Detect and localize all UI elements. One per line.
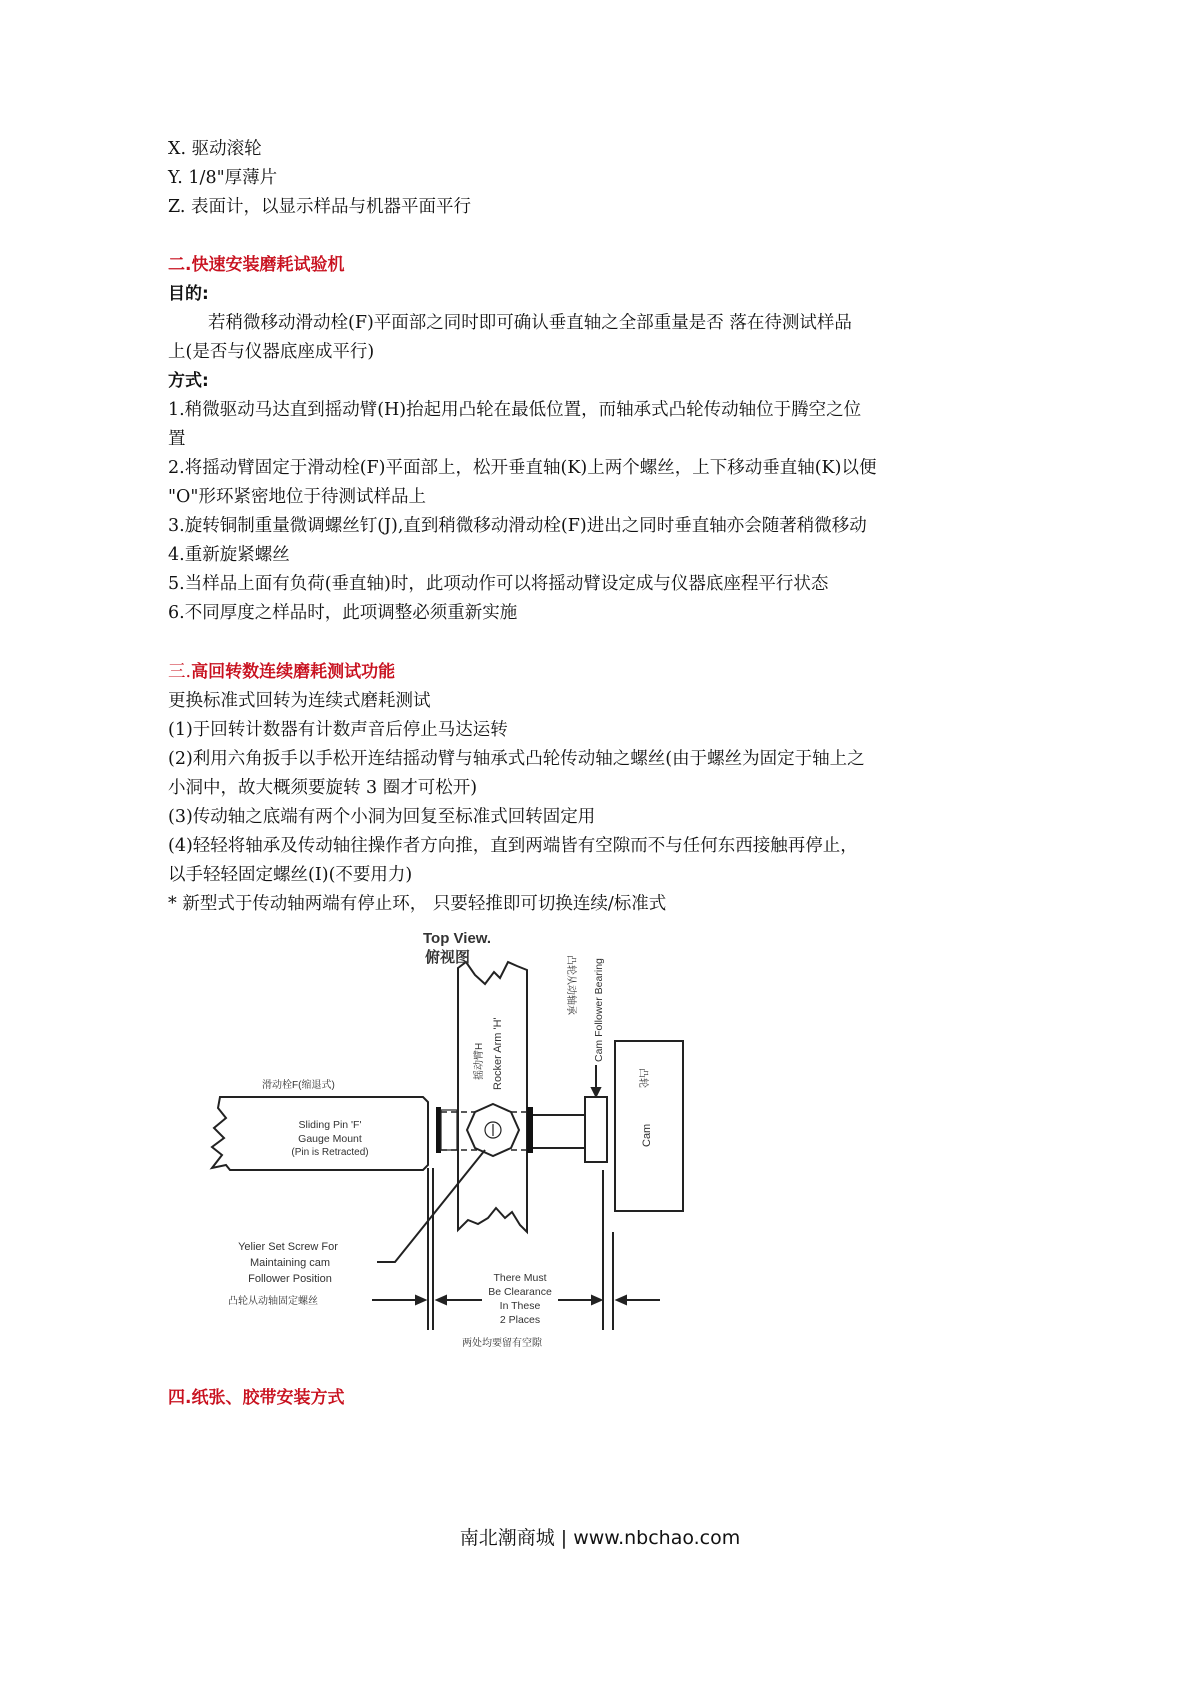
list-y: Y. 1/8"厚薄片	[168, 168, 278, 188]
section3-line: (1)于回转计数器有计数声音后停止马达运转	[168, 720, 508, 740]
sliding-pin-label: Gauge Mount	[298, 1133, 362, 1145]
step-line: 6.不同厚度之样品时，此项调整必须重新实施	[168, 603, 518, 623]
footer-watermark: 南北潮商城 | www.nbchao.com	[459, 1527, 741, 1549]
diagram-title-cn: 俯视图	[425, 949, 471, 966]
section2-heading: 二.快速安装磨耗试验机	[168, 255, 345, 275]
clearance-label: Be Clearance	[488, 1286, 552, 1298]
rocker-arm-cn-label: 摇动臂H	[474, 1042, 485, 1080]
step-line: "O"形环紧密地位于待测试样品上	[168, 487, 426, 507]
section3-line: 以手轻轻固定螺丝(I)(不要用力)	[168, 865, 413, 885]
sliding-pin-label: Sliding Pin 'F'	[298, 1119, 362, 1131]
set-screw-label: Maintaining cam	[249, 1257, 331, 1269]
section3-line: (3)传动轴之底端有两个小洞为回复至标准式回转固定用	[168, 807, 596, 827]
clearance-label: 2 Places	[499, 1314, 541, 1326]
purpose-text: 上(是否与仪器底座成平行)	[168, 342, 375, 362]
cam-follower-label: Cam Follower Bearing	[593, 958, 605, 1062]
sliding-pin-label: (Pin is Retracted)	[291, 1147, 369, 1158]
set-screw-label: Follower Position	[248, 1273, 332, 1285]
rocker-arm-label: Rocker Arm 'H'	[492, 1017, 504, 1090]
section3-line: (2)利用六角扳手以手松开连结摇动臂与轴承式凸轮传动轴之螺丝(由于螺丝为固定于轴上之	[168, 749, 865, 769]
step-line: 1.稍微驱动马达直到摇动臂(H)抬起用凸轮在最低位置，而轴承式凸轮传动轴位于腾空之位	[168, 400, 862, 420]
set-screw-cn-label: 凸轮从动轴固定螺丝	[228, 1296, 318, 1307]
step-line: 5.当样品上面有负荷(垂直轴)时，此项动作可以将摇动臂设定成与仪器底座程平行状态	[168, 574, 829, 594]
step-line: 4.重新旋紧螺丝	[168, 545, 290, 565]
method-label: 方式:	[168, 371, 209, 391]
step-line: 2.将摇动臂固定于滑动栓(F)平面部上，松开垂直轴(K)上两个螺丝，上下移动垂直轴(K)以便	[168, 458, 877, 478]
section3-heading-text: 高回转数连续磨耗测试功能	[191, 662, 396, 682]
section3-heading-prefix: 三.	[168, 662, 192, 682]
list-x: X. 驱动滚轮	[168, 139, 262, 159]
list-z: Z. 表面计，以显示样品与机器平面平行	[168, 197, 471, 217]
purpose-label: 目的:	[168, 284, 209, 304]
section3-line: 小洞中，故大概须要旋转 3 圈才可松开)	[168, 778, 478, 798]
clearance-label: There Must	[493, 1272, 547, 1284]
cam-follower-bearing-shape	[585, 1097, 607, 1162]
rocker-arm-shape	[458, 962, 527, 1232]
cam-label: Cam	[641, 1123, 653, 1147]
section3-line: * 新型式于传动轴两端有停止环， 只要轻推即可切换连续/标准式	[168, 894, 667, 914]
cam-cn-label: 凸轮	[637, 1068, 648, 1088]
set-screw-label: Yelier Set Screw For	[238, 1241, 338, 1253]
diagram-title-en: Top View.	[423, 930, 492, 947]
clearance-label: In These	[499, 1300, 541, 1312]
sliding-pin-cn-label: 滑动栓F(缩退式)	[262, 1080, 335, 1091]
purpose-text: 若稍微移动滑动栓(F)平面部之同时即可确认垂直轴之全部重量是否 落在待测试样品	[208, 313, 852, 333]
section3-line: (4)轻轻将轴承及传动轴往操作者方向推，直到两端皆有空隙而不与任何东西接触再停止，	[168, 836, 858, 856]
section3-line: 更换标准式回转为连续式磨耗测试	[168, 691, 431, 711]
bushing	[436, 1107, 441, 1153]
cam-follower-cn-label: 凸轮从动轴承	[565, 955, 576, 1015]
section4-heading: 四.纸张、胶带安装方式	[168, 1388, 345, 1408]
clearance-cn-label: 两处均要留有空隙	[462, 1338, 542, 1349]
step-line: 置	[168, 429, 186, 449]
step-line: 3.旋转铜制重量微调螺丝钉(J),直到稍微移动滑动栓(F)进出之同时垂直轴亦会随著稍微移动	[168, 516, 867, 536]
